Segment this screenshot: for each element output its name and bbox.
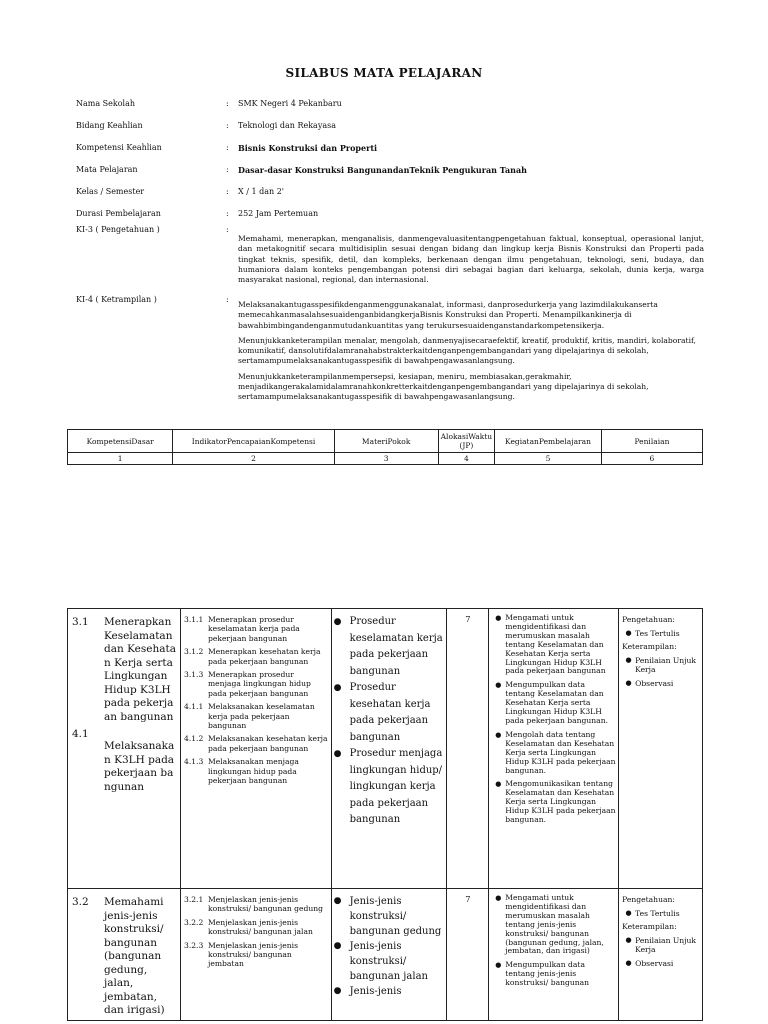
bullet-icon: ● (495, 961, 502, 970)
penilaian-text: Observasi (635, 958, 674, 968)
indicator-number: 4.1.2 (183, 734, 204, 744)
syllabus-content-table (67, 608, 703, 1021)
penilaian-text: Tes Tertulis (635, 908, 680, 918)
bullet-icon: ● (333, 749, 342, 759)
column-number: 1 (68, 453, 173, 465)
alokasi-cell: 7 (447, 889, 489, 1021)
penilaian-item (622, 679, 700, 689)
info-colon: : (226, 121, 229, 130)
column-number: 6 (601, 453, 702, 465)
materi-text: Prosedur keselamatan kerja pada pekerjaan bangunan (349, 616, 443, 677)
penilaian-heading: Pengetahuan: (622, 615, 675, 624)
bullet-icon: ● (333, 941, 342, 951)
indicator-item (184, 895, 329, 914)
indicator-cell (180, 889, 331, 1021)
bullet-icon: ● (495, 894, 502, 902)
info-label: Kompetensi Keahlian (76, 143, 162, 152)
penilaian-heading: Keterampilan: (622, 922, 677, 931)
kegiatan-text: Mengamati untuk mengidentifikasi dan merumuskan masalah tentang Keselamatan dan Kesehatan Kerja serta Lingkungan Hidup K3LH pada pekerjaan bangunan (505, 613, 606, 676)
penilaian-item (622, 656, 700, 675)
kegiatan-text: Mengumpulkan data tentang jenis-jenis konstruksi/ bangunan (505, 960, 590, 988)
materi-text: Jenis-jenis (349, 986, 402, 997)
indicator-number: 3.2.3 (183, 940, 204, 950)
kd-item (72, 728, 180, 794)
bullet-icon: ● (625, 678, 632, 687)
penilaian-text: Tes Tertulis (635, 628, 680, 638)
penilaian-text: Observasi (635, 678, 674, 688)
ki3-text (238, 234, 704, 290)
penilaian-item (622, 959, 700, 969)
indicator-number: 4.1.1 (183, 702, 204, 712)
materi-cell (331, 889, 447, 1021)
kd-number: 4.1 (72, 728, 89, 740)
indicator-item (184, 734, 329, 753)
bullet-icon: ● (625, 655, 632, 664)
kegiatan-item (491, 614, 616, 676)
materi-text: Prosedur menjaga lingkungan hidup/ lingkungan kerja pada pekerjaan bangunan (349, 748, 443, 825)
materi-cell (331, 609, 447, 889)
kegiatan-item (491, 894, 616, 956)
column-number: 5 (495, 453, 602, 465)
penilaian-text: Penilaian Unjuk Kerja (635, 935, 697, 954)
penilaian-item (622, 936, 700, 955)
kd-cell (68, 889, 181, 1021)
info-colon: : (226, 99, 229, 108)
ki4-paragraph: Menunjukkanketerampilanmempersepsi, kesiapan, meniru, membiasakan,gerakmahir, menjadikangerakalamidalamranahkonkretterkaitdenganpengembangandari yang dipelajarinya di sekolah, sertamampumelaksanakantugasspesifik di bawahpengawasanlangsung. (238, 371, 649, 402)
column-header: KegiatanPembelajaran (495, 430, 602, 453)
info-colon: : (226, 209, 229, 218)
ki4-text (238, 300, 704, 408)
materi-item (334, 614, 445, 680)
info-value: Dasar-dasar Konstruksi BangunandanTeknik Pengukuran Tanah (238, 165, 527, 175)
bullet-icon: ● (625, 628, 632, 637)
number-row (68, 453, 703, 465)
info-value: X / 1 dan 2' (238, 187, 284, 196)
indicator-item (184, 757, 329, 785)
column-number: 4 (438, 453, 495, 465)
indicator-item (184, 647, 329, 666)
column-number: 2 (173, 453, 334, 465)
info-label: Durasi Pembelajaran (76, 209, 161, 218)
bullet-icon: ● (495, 614, 502, 622)
indicator-item (184, 615, 329, 643)
ki3-paragraph: Memahami, menerapkan, menganalisis, danmengevaluasitentangpengetahuan faktual, konseptual, operasional lanjut, dan metakognitif secara multidisiplin sesuai dengan bidang dan lingkup kerja Bisnis Konstruksi dan Properti pada tingkat teknis, spesifik, detil, dan kompleks, berkenaan dengan ilmu pengetahuan, teknologi, seni, budaya, dan humaniora dalam konteks pengembangan potensi diri sebagai bagian dari keluarga, sekolah, dunia kerja, warga masyarakat nasional, regional, dan internasional. (238, 234, 704, 285)
indicator-text: Melaksanakan kesehatan kerja pada pekerjaan bangunan (207, 734, 328, 753)
penilaian-item (622, 629, 700, 639)
info-value: 252 Jam Pertemuan (238, 209, 319, 218)
info-colon: : (226, 187, 229, 196)
indicator-text: Melaksanakan menjaga lingkungan hidup pada pekerjaan bangunan (207, 757, 299, 786)
penilaian-heading: Keterampilan: (622, 642, 677, 651)
kd-item (72, 896, 180, 1018)
kegiatan-cell (489, 609, 619, 889)
bullet-icon: ● (333, 896, 342, 906)
indicator-number: 3.1.1 (183, 615, 204, 624)
column-header: MateriPokok (334, 430, 438, 453)
penilaian-cell (619, 609, 703, 889)
bullet-icon: ● (625, 935, 632, 944)
materi-item (334, 680, 445, 746)
materi-item (334, 939, 445, 984)
penilaian-heading: Pengetahuan: (622, 895, 675, 904)
indicator-number: 3.2.2 (183, 917, 204, 927)
column-header: IndikatorPencapaianKompetensi (173, 430, 334, 453)
indicator-number: 3.1.2 (183, 647, 204, 657)
indicator-number: 3.1.3 (183, 670, 204, 680)
ki4-paragraph: Menunjukkanketerampilan menalar, mengolah, danmenyajisecaraefektif, kreatif, produktif, kritis, mandiri, kolaboratif, komunikatif, dansolutifdalamranahabstrakterkaitdenganpengembangandari yang dipelajarinya di sekolah, sertamampumelaksanakantugasspesifik di bawahpengawasanlangsung. (238, 335, 696, 366)
header-row (68, 430, 703, 453)
kd-text: Menerapkan Keselamatan dan Kesehatan Kerja serta Lingkungan Hidup K3LH pada pekerjaan bangunan (104, 616, 176, 723)
info-colon: : (226, 165, 229, 174)
kegiatan-text: Mengomunikasikan tentang Keselamatan dan Kesehatan Kerja serta Lingkungan Hidup K3LH pada pekerjaan bangunan. (505, 779, 616, 825)
kd-number: 3.2 (72, 896, 89, 908)
materi-item (334, 984, 445, 999)
indicator-text: Menjelaskan jenis-jenis konstruksi/ bangunan jalan (207, 917, 313, 937)
indicator-text: Menerapkan prosedur menjaga lingkungan hidup pada pekerjaan bangunan (207, 670, 311, 698)
indicator-text: Melaksanakan keselamatan kerja pada pekerjaan bangunan (207, 702, 315, 731)
kegiatan-item (491, 681, 616, 726)
bullet-icon: ● (333, 986, 342, 996)
kd-text: Memahami jenis-jenis konstruksi/ bangunan (bangunan gedung, jalan, jembatan, dan irigasi) (104, 896, 165, 1016)
info-colon: : (226, 295, 229, 304)
bullet-icon: ● (333, 617, 342, 627)
materi-item (334, 894, 445, 939)
bullet-icon: ● (333, 683, 342, 693)
materi-text: Jenis-jenis konstruksi/ bangunan jalan (349, 941, 428, 982)
column-header: Penilaian (601, 430, 702, 453)
indicator-cell (180, 609, 331, 889)
kd-item (72, 616, 180, 724)
info-colon: : (226, 225, 229, 234)
ki3-label: KI-3 ( Pengetahuan ) (76, 225, 160, 234)
ki4-label: KI-4 ( Ketrampilan ) (76, 295, 157, 304)
materi-text: Prosedur kesehatan kerja pada pekerjaan bangunan (349, 682, 431, 743)
bullet-icon: ● (495, 780, 502, 789)
indicator-item (184, 670, 329, 698)
indicator-text: Menjelaskan jenis-jenis konstruksi/ bangunan jembatan (207, 940, 298, 969)
indicator-item (184, 918, 329, 937)
kegiatan-item (491, 961, 616, 988)
indicator-item (184, 941, 329, 969)
bullet-icon: ● (625, 958, 632, 967)
materi-text: Jenis-jenis konstruksi/ bangunan gedung (349, 896, 442, 937)
kegiatan-cell (489, 889, 619, 1021)
indicator-text: Menerapkan kesehatan kerja pada pekerjaan bangunan (207, 647, 321, 666)
table-row (68, 889, 703, 1021)
column-header: KompetensiDasar (68, 430, 173, 453)
kegiatan-item (491, 780, 616, 825)
column-header: AlokasiWaktu (JP) (438, 430, 495, 453)
info-label: Mata Pelajaran (76, 165, 138, 174)
materi-item (334, 746, 445, 829)
table-row (68, 609, 703, 889)
indicator-number: 4.1.3 (183, 757, 204, 767)
indicator-item (184, 702, 329, 730)
page-title: SILABUS MATA PELAJARAN (285, 66, 483, 80)
indicator-text: Menerapkan prosedur keselamatan kerja pada pekerjaan bangunan (207, 615, 300, 643)
info-colon: : (226, 143, 229, 152)
penilaian-cell (619, 889, 703, 1021)
kegiatan-text: Mengolah data tentang Keselamatan dan Kesehatan Kerja serta Lingkungan Hidup K3LH pada pekerjaan bangunan. (505, 729, 616, 775)
indicator-number: 3.2.1 (183, 895, 204, 904)
bullet-icon: ● (495, 730, 502, 739)
info-label: Kelas / Semester (76, 187, 145, 196)
info-label: Bidang Keahlian (76, 121, 143, 130)
alokasi-cell: 7 (447, 609, 489, 889)
column-number: 3 (334, 453, 438, 465)
kegiatan-text: Mengumpulkan data tentang Keselamatan dan Kesehatan Kerja serta Lingkungan Hidup K3LH pada pekerjaan bangunan. (505, 680, 609, 725)
info-value: SMK Negeri 4 Pekanbaru (238, 99, 342, 108)
kd-number: 3.1 (72, 616, 89, 628)
ki4-paragraph: Melaksanakantugasspesifikdenganmenggunakanalat, informasi, danprosedurkerja yang lazimdilakukanserta memecahkanmasalahsesuaidenganbidangkerjaBisnis Konstruksi dan Properti. Menampilkankinerja di bawahbimbingandenganmutudankuantitas yang terukursesuaidenganstandarkompetensikerja. (238, 300, 658, 330)
info-value: Teknologi dan Rekayasa (238, 121, 336, 130)
indicator-text: Menjelaskan jenis-jenis konstruksi/ bangunan gedung (207, 895, 324, 914)
penilaian-item (622, 909, 700, 919)
kegiatan-item (491, 731, 616, 776)
kegiatan-text: Mengamati untuk mengidentifikasi dan merumuskan masalah tentang jenis-jenis konstruksi/ bangunan (bangunan gedung, jalan, jembatan, dan irigasi) (505, 893, 604, 956)
info-label: Nama Sekolah (76, 99, 136, 108)
kd-cell (68, 609, 181, 889)
bullet-icon: ● (625, 908, 632, 917)
kd-text: Melaksanakan K3LH pada pekerjaan bangunan (104, 740, 175, 793)
info-value: Bisnis Konstruksi dan Properti (238, 143, 378, 153)
penilaian-text: Penilaian Unjuk Kerja (635, 655, 697, 674)
bullet-icon: ● (495, 681, 502, 690)
syllabus-header-table (67, 429, 703, 465)
